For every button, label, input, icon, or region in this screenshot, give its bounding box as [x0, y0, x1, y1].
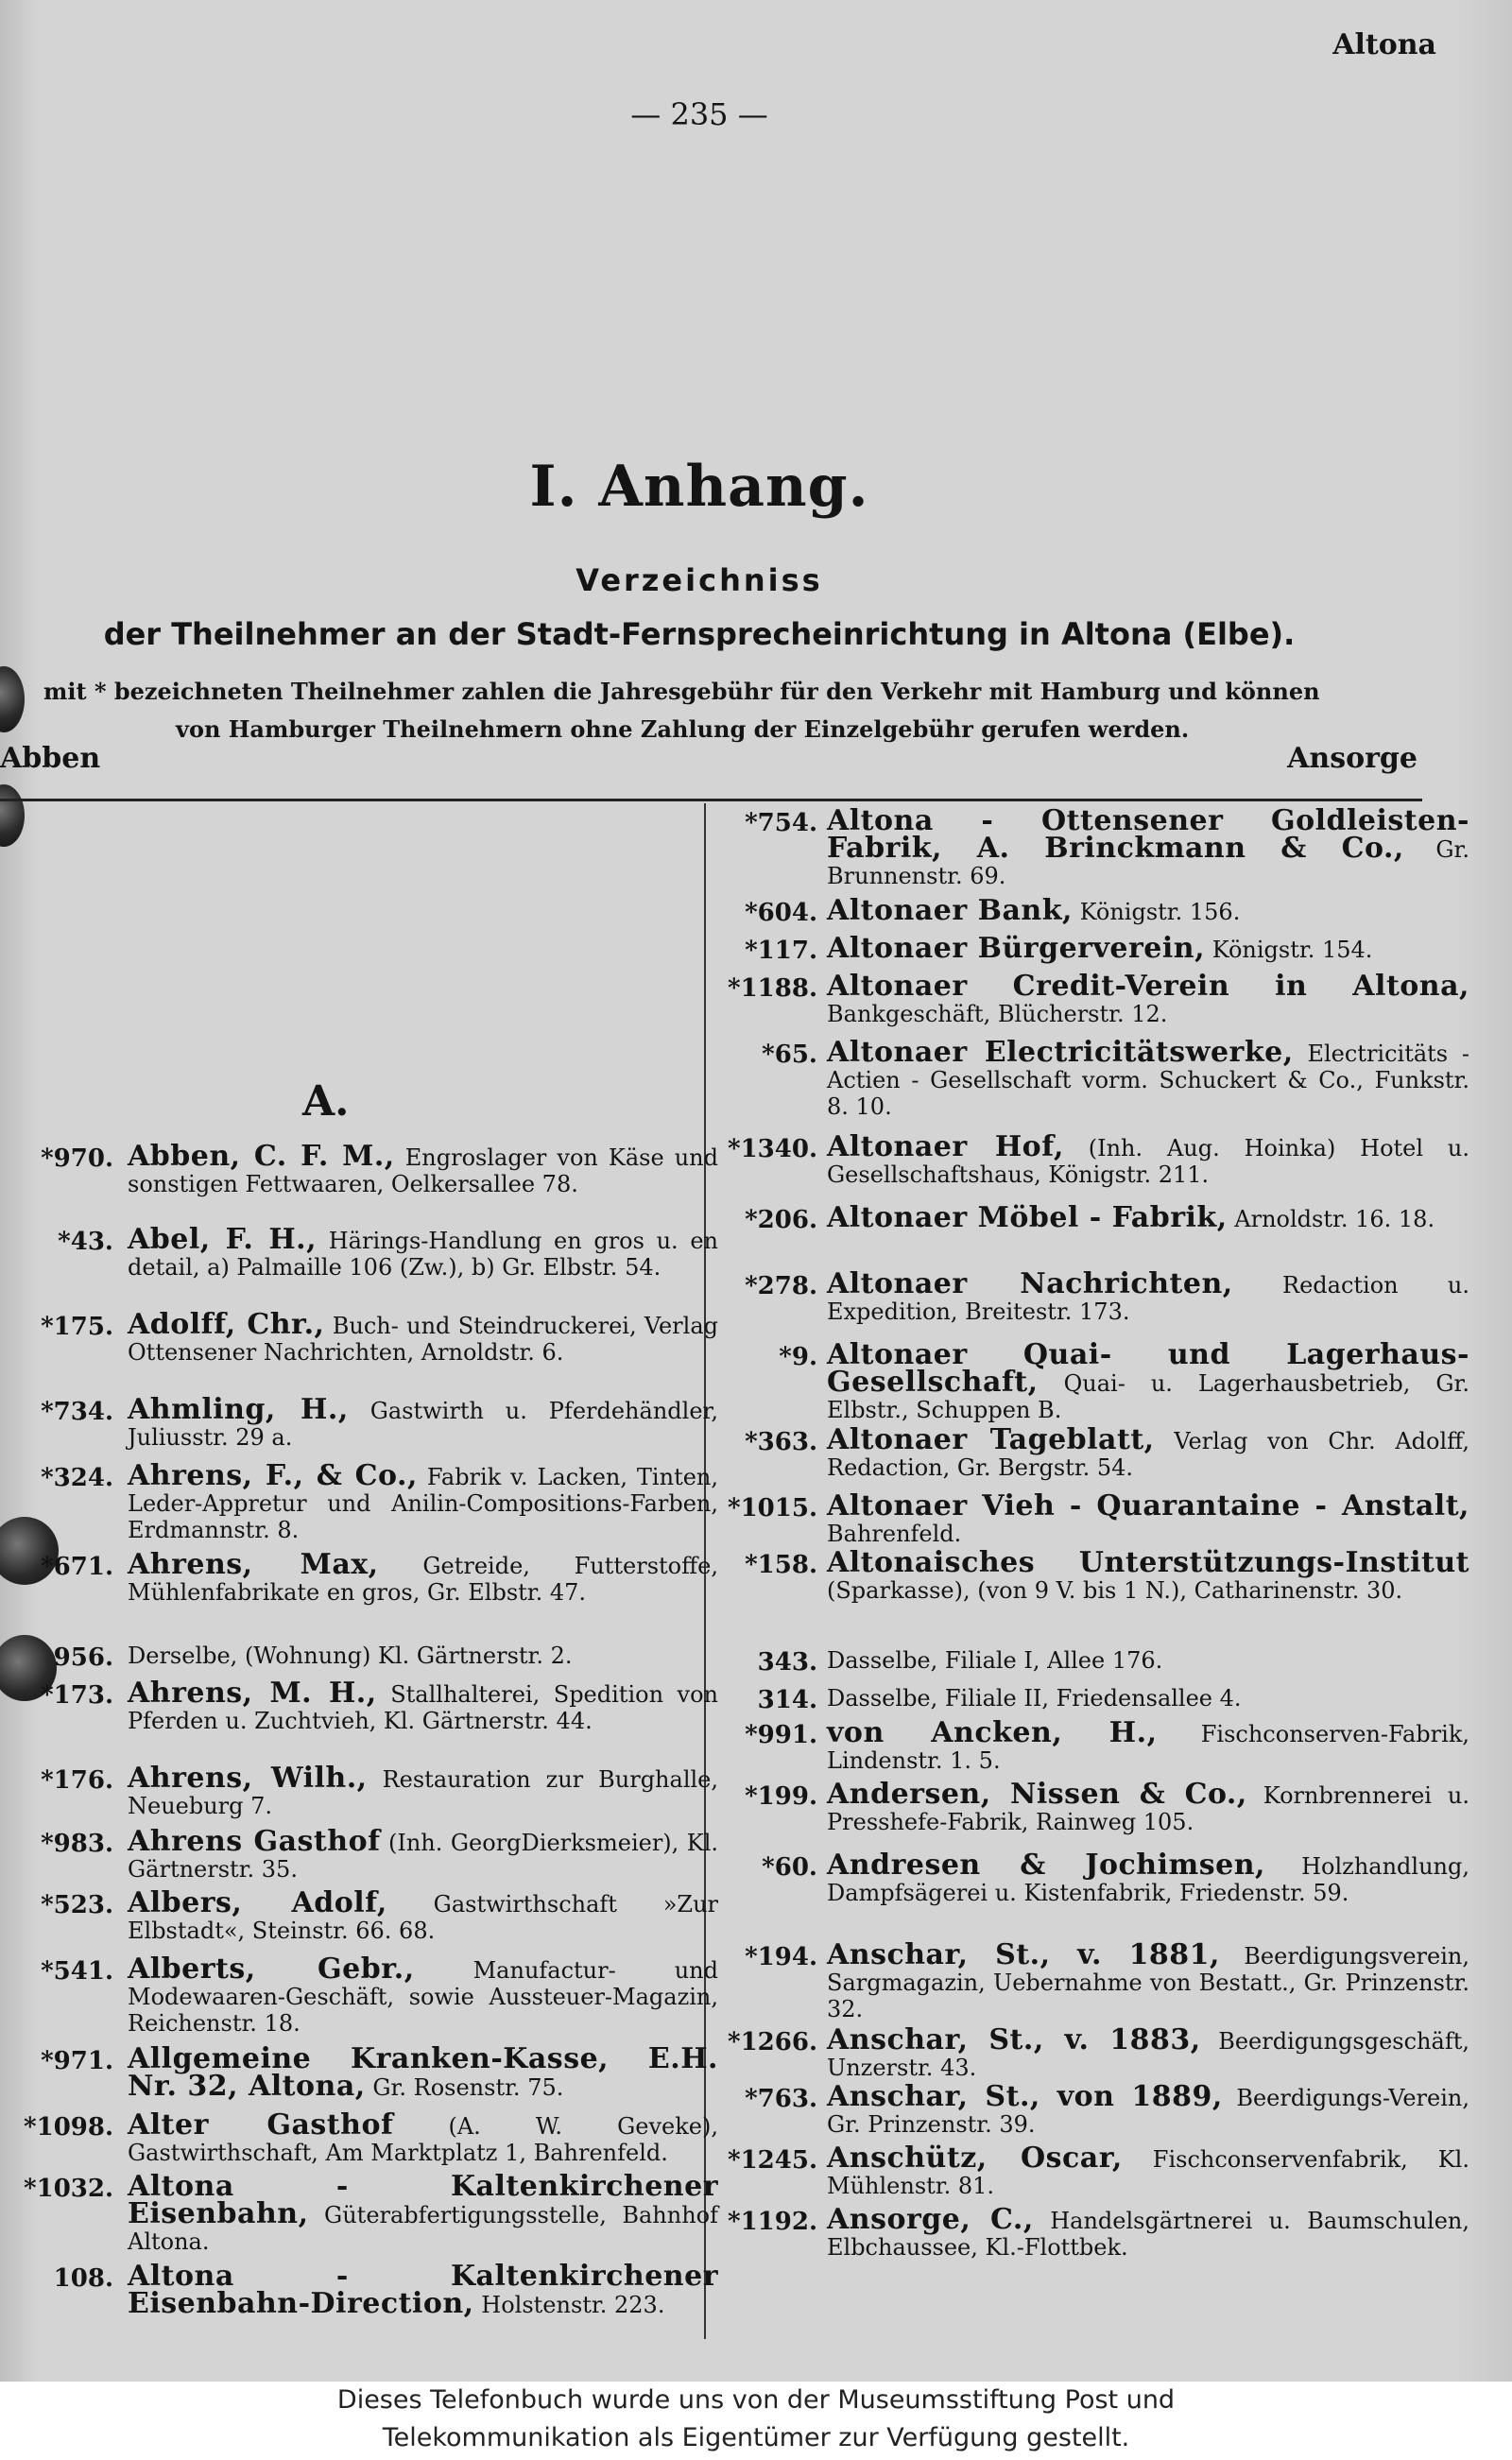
subscriber-name: Ansorge, C., [827, 2203, 1034, 2236]
directory-entry [723, 1938, 1469, 2022]
directory-entry [723, 1423, 1469, 1481]
subscriber-details: Derselbe, (Wohnung) Kl. Gärtnerstr. 2. [128, 1643, 573, 1669]
subscriber-details: Fischconservenfabrik, Kl. Mühlenstr. 81. [827, 2146, 1469, 2199]
entry-body [827, 1716, 1469, 1774]
subscriber-name: Altonaer Credit-Verein in Altona, [827, 970, 1469, 1003]
subscriber-number: *1192. [727, 2208, 817, 2236]
subscriber-details: Güterabfertigungsstelle, Bahnhof Altona. [128, 2202, 718, 2255]
subscriber-details: Holstenstr. 223. [481, 2292, 665, 2318]
subtitle: Verzeichniss [576, 562, 823, 598]
subscriber-number: *523. [41, 1891, 113, 1919]
guide-word-right: Ansorge [1287, 742, 1418, 775]
directory-entry [24, 2260, 718, 2320]
directory-entry [24, 2170, 718, 2255]
subscriber-name: Alter Gasthof [128, 2108, 394, 2142]
footer-line-1: Dieses Telefonbuch wurde uns von der Museumsstiftung Post und [336, 2385, 1176, 2415]
directory-entry [723, 2080, 1469, 2138]
subscriber-number: *754. [745, 809, 817, 837]
entry-body [128, 1459, 718, 1543]
subscriber-name: Ahrens, Max, [128, 1548, 379, 1581]
directory-entry [24, 2108, 718, 2166]
directory-entry [723, 1647, 1469, 1677]
subscriber-details: Fabrik v. Lacken, Tinten, Leder-Appretur und Anilin-Compositions-Farben, Erdmannstr. 8. [128, 1464, 718, 1543]
subscriber-details: (Inh. GeorgDierksmeier), Kl. Gärtnerstr. 35. [128, 1830, 718, 1883]
subscriber-number: 108. [53, 2264, 113, 2293]
subscriber-name: Abben, C. F. M., [128, 1140, 395, 1173]
directory-entry [24, 1140, 718, 1197]
entry-body [827, 894, 1469, 927]
directory-entry [723, 1338, 1469, 1423]
directory-entry [24, 2042, 718, 2103]
subscriber-name: Altonaer Electricitätswerke, [827, 1036, 1294, 1069]
subscriber-number: *763. [745, 2085, 817, 2113]
entry-body [827, 1647, 1469, 1674]
directory-entry [723, 1489, 1469, 1547]
subscriber-details: Restauration zur Burghalle, Neueburg 7. [128, 1766, 718, 1819]
subscriber-details: Handelsgärtnerei u. Baumschulen, Elbchaussee, Kl.-Flottbek. [827, 2208, 1469, 2261]
entry-body [827, 2023, 1469, 2081]
entry-body [128, 1886, 719, 1944]
directory-entry [24, 1308, 718, 1366]
subscriber-name: Altona - Kaltenkirchener Eisenbahn, [128, 2170, 718, 2230]
entry-body [128, 1223, 718, 1281]
subscriber-details: Redaction u. Expedition, Breitestr. 173. [827, 1272, 1470, 1325]
entry-body [827, 1489, 1469, 1547]
subscriber-name: Anschütz, Oscar, [827, 2142, 1123, 2175]
subscriber-number: *173. [41, 1681, 113, 1710]
entry-body [827, 1685, 1469, 1712]
subscriber-name: Altona - Ottensener Goldleisten-Fabrik, A. Brinckmann & Co., [827, 804, 1469, 865]
entry-body [128, 1548, 719, 1606]
directory-entry [24, 1548, 719, 1606]
entry-body [128, 1825, 718, 1883]
subscriber-name: Altonaer Bürgerverein, [827, 932, 1206, 965]
fee-note-line-2: von Hamburger Theilnehmern ohne Zahlung der Einzelgebühr gerufen werden. [176, 715, 1190, 743]
directory-entry [723, 894, 1469, 927]
subscriber-details: Bahrenfeld. [827, 1521, 962, 1547]
subscriber-details: Gastwirthschaft »Zur Elbstadt«, Steinstr. 66. 68. [128, 1891, 719, 1944]
subscriber-name: Altonaer Nachrichten, [827, 1267, 1233, 1300]
punch-hole-1 [0, 666, 25, 732]
entry-body [128, 1393, 718, 1451]
subscriber-name: Anschar, St., v. 1883, [827, 2023, 1201, 2056]
entry-body [128, 1643, 718, 1669]
subscriber-number: *1340. [727, 1135, 817, 1163]
directory-entry [24, 1825, 718, 1883]
fee-note-line-1: mit * bezeichneten Theilnehmer zahlen die Jahresgebühr für den Verkehr mit Hamburg und können [43, 678, 1320, 705]
subscriber-number: *991. [745, 1721, 817, 1749]
subscriber-number: *324. [41, 1464, 113, 1492]
subscriber-name: Altonaer Vieh - Quarantaine - Anstalt, [827, 1489, 1469, 1522]
subscriber-name: Altonaer Tageblatt, [827, 1423, 1155, 1456]
subscriber-number: *176. [41, 1766, 113, 1795]
entry-body [827, 1130, 1469, 1188]
subscriber-number: *1015. [727, 1494, 817, 1522]
subscriber-details: Dasselbe, Filiale I, Allee 176. [827, 1647, 1163, 1674]
directory-entry [24, 1762, 718, 1819]
directory-entry [723, 1201, 1469, 1234]
subscriber-details: (Inh. Aug. Hoinka) Hotel u. Gesellschaftshaus, Königstr. 211. [827, 1135, 1469, 1188]
directory-entry [24, 1459, 718, 1543]
directory-entry [723, 1267, 1470, 1325]
entry-body [128, 1140, 718, 1197]
subscriber-details: Bankgeschäft, Blücherstr. 12. [827, 1001, 1168, 1027]
subscriber-number: 343. [757, 1648, 817, 1677]
subscriber-name: Altonaer Quai- und Lagerhaus-Gesellschaft, [827, 1338, 1469, 1399]
subscriber-number: *278. [745, 1272, 817, 1300]
subscriber-details: Gastwirth u. Pferdehändler, Juliusstr. 29 a. [128, 1398, 718, 1451]
subscriber-name: Anschar, St., v. 1881, [827, 1938, 1221, 1971]
subscriber-number: 956. [53, 1643, 113, 1672]
entry-body [827, 1338, 1469, 1423]
page-number: — 235 — [630, 96, 768, 132]
subscriber-number: *158. [745, 1551, 817, 1579]
subscriber-details: Beerdigungsverein, Sargmagazin, Uebernahme von Bestatt., Gr. Prinzenstr. 32. [827, 1943, 1469, 2022]
subscriber-name: Ahrens, M. H., [128, 1677, 377, 1710]
entry-body [128, 1762, 718, 1819]
subscriber-name: Altonaer Möbel - Fabrik, [827, 1201, 1228, 1234]
subscriber-name: Ahrens, Wilh., [128, 1762, 368, 1795]
entry-body [128, 2260, 718, 2320]
subscriber-details: Buch- und Steindruckerei, Verlag Ottensener Nachrichten, Arnoldstr. 6. [128, 1313, 718, 1366]
directory-entry [723, 1716, 1469, 1774]
running-head: Altona [1332, 28, 1436, 61]
subscriber-number: *175. [41, 1313, 113, 1341]
directory-entry [723, 804, 1469, 889]
subscriber-name: Ahrens Gasthof [128, 1825, 381, 1858]
entry-body [827, 2203, 1469, 2261]
subscriber-details: Manufactur- und Modewaaren-Geschäft, sowie Aussteuer-Magazin, Reichenstr. 18. [128, 1957, 718, 2037]
subscriber-number: 314. [757, 1686, 817, 1714]
subscriber-name: von Ancken, H., [827, 1716, 1158, 1749]
header-rule [0, 799, 1422, 801]
subscriber-name: Abel, F. H., [128, 1223, 318, 1256]
subscriber-name: Altona - Kaltenkirchener Eisenbahn-Direction, [128, 2260, 718, 2320]
subscriber-details: Beerdigungs-Verein, Gr. Prinzenstr. 39. [827, 2085, 1469, 2138]
footer-line-2: Telekommunikation als Eigentümer zur Verfügung gestellt. [382, 2423, 1130, 2452]
entry-body [827, 1938, 1469, 2022]
entry-body [827, 1546, 1469, 1604]
subtitle-line-2: der Theilnehmer an der Stadt-Fernsprecheinrichtung in Altona (Elbe). [103, 616, 1296, 652]
subscriber-details: Härings-Handlung en gros u. en detail, a) Palmaille 106 (Zw.), b) Gr. Elbstr. 54. [128, 1228, 718, 1281]
subscriber-name: Altonaisches Unterstützungs-Institut [827, 1546, 1469, 1579]
subscriber-number: *1032. [24, 2175, 114, 2203]
subscriber-number: *971. [41, 2047, 113, 2075]
section-letter: A. [302, 1077, 350, 1126]
entry-body [827, 1423, 1469, 1481]
subscriber-details: (A. W. Geveke), Gastwirthschaft, Am Marktplatz 1, Bahrenfeld. [128, 2113, 718, 2166]
subscriber-details: Königstr. 156. [1079, 899, 1241, 925]
entry-body [827, 804, 1469, 889]
directory-entry [723, 2142, 1469, 2199]
subscriber-number: *1098. [24, 2113, 114, 2142]
subscriber-details: Quai- u. Lagerhausbetrieb, Gr. Elbstr., Schuppen B. [827, 1370, 1469, 1423]
directory-entry [24, 1393, 718, 1451]
subscriber-details: Verlag von Chr. Adolff, Redaction, Gr. Bergstr. 54. [827, 1428, 1469, 1481]
directory-entry [723, 932, 1469, 965]
subscriber-details: Gr. Brunnenstr. 69. [827, 836, 1469, 889]
subscriber-details: Engroslager von Käse und sonstigen Fettwaaren, Oelkersallee 78. [128, 1144, 718, 1197]
subscriber-name: Altonaer Hof, [827, 1130, 1064, 1163]
directory-entry [723, 1849, 1469, 1906]
subscriber-number: *1188. [727, 974, 817, 1003]
entry-body [128, 2170, 718, 2255]
subscriber-number: *65. [762, 1041, 817, 1069]
directory-entry [24, 1953, 718, 2037]
subscriber-name: Albers, Adolf, [128, 1886, 387, 1919]
subscriber-number: *541. [41, 1957, 113, 1986]
subscriber-details: Stallhalterei, Spedition von Pferden u. Zuchtvieh, Kl. Gärtnerstr. 44. [128, 1681, 719, 1734]
subscriber-number: *734. [41, 1398, 113, 1426]
entry-body [827, 1778, 1469, 1835]
directory-entry [723, 1685, 1469, 1712]
entry-body [827, 2142, 1469, 2199]
entry-body [827, 1849, 1469, 1906]
entry-body [827, 2080, 1469, 2138]
subscriber-name: Ahmling, H., [128, 1393, 349, 1426]
subscriber-name: Andersen, Nissen & Co., [827, 1778, 1247, 1811]
subscriber-number: *970. [41, 1144, 113, 1173]
directory-entry [24, 1643, 718, 1672]
directory-entry [24, 1223, 718, 1281]
subscriber-name: Adolff, Chr., [128, 1308, 325, 1341]
subscriber-name: Ahrens, F., & Co., [128, 1459, 418, 1492]
subscriber-number: *1266. [727, 2028, 817, 2056]
guide-word-left: Abben [0, 742, 101, 775]
entry-body [128, 1308, 718, 1366]
directory-entry [723, 1778, 1469, 1835]
directory-entry [24, 1677, 719, 1734]
subscriber-number: *604. [745, 899, 817, 927]
directory-entry [723, 1036, 1469, 1120]
fee-note [43, 673, 1423, 748]
subscriber-name: Altonaer Bank, [827, 894, 1073, 927]
subscriber-number: *671. [41, 1553, 113, 1581]
subscriber-name: Anschar, St., von 1889, [827, 2080, 1223, 2113]
subscriber-details: Getreide, Futterstoffe, Mühlenfabrikate en gros, Gr. Elbstr. 47. [128, 1553, 719, 1606]
directory-entry [723, 970, 1469, 1027]
subscriber-details: Dasselbe, Filiale II, Friedensallee 4. [827, 1685, 1242, 1712]
entry-body [827, 932, 1469, 965]
punch-hole-2 [0, 784, 25, 847]
subscriber-number: *206. [745, 1206, 817, 1234]
entry-body [827, 1201, 1469, 1234]
subscriber-number: *9. [779, 1343, 817, 1371]
subscriber-name: Andresen & Jochimsen, [827, 1849, 1265, 1882]
subscriber-details: Electricitäts - Actien - Gesellschaft vorm. Schuckert & Co., Funkstr. 8. 10. [827, 1041, 1469, 1120]
footer-note [0, 2382, 1512, 2460]
subscriber-details: Kornbrennerei u. Presshefe-Fabrik, Rainweg 105. [827, 1782, 1469, 1835]
subscriber-details: (Sparkasse), (von 9 V. bis 1 N.), Catharinenstr. 30. [827, 1577, 1403, 1604]
entry-body [827, 970, 1469, 1027]
subscriber-details: Holzhandlung, Dampfsägerei u. Kistenfabrik, Friedenstr. 59. [827, 1853, 1469, 1906]
subscriber-number: *1245. [727, 2146, 817, 2175]
subscriber-details: Gr. Rosenstr. 75. [372, 2074, 564, 2101]
subscriber-number: *117. [745, 937, 817, 965]
subscriber-number: *60. [762, 1853, 817, 1882]
entry-body [128, 1953, 718, 2037]
subscriber-details: Fischconserven-Fabrik, Lindenstr. 1. 5. [827, 1721, 1469, 1774]
directory-entry [723, 1546, 1469, 1604]
entry-body [827, 1267, 1470, 1325]
subscriber-number: *43. [58, 1228, 113, 1256]
page-title: I. Anhang. [529, 454, 869, 520]
subscriber-name: Alberts, Gebr., [128, 1953, 415, 1986]
subscriber-number: *983. [41, 1830, 113, 1858]
subscriber-number: *199. [745, 1782, 817, 1811]
subscriber-details: Königstr. 154. [1211, 937, 1373, 963]
subscriber-number: *194. [745, 1943, 817, 1971]
directory-entry [723, 2023, 1469, 2081]
directory-entry [24, 1886, 719, 1944]
entry-body [128, 2108, 718, 2166]
subscriber-number: *363. [745, 1428, 817, 1456]
directory-entry [723, 2203, 1469, 2261]
subscriber-details: Arnoldstr. 16. 18. [1234, 1206, 1435, 1232]
subscriber-name: Allgemeine Kranken-Kasse, E.H. Nr. 32, Altona, [128, 2042, 718, 2103]
entry-body [128, 1677, 719, 1734]
directory-entry [723, 1130, 1469, 1188]
entry-body [128, 2042, 718, 2103]
entry-body [827, 1036, 1469, 1120]
subscriber-details: Beerdigungsgeschäft, Unzerstr. 43. [827, 2028, 1469, 2081]
